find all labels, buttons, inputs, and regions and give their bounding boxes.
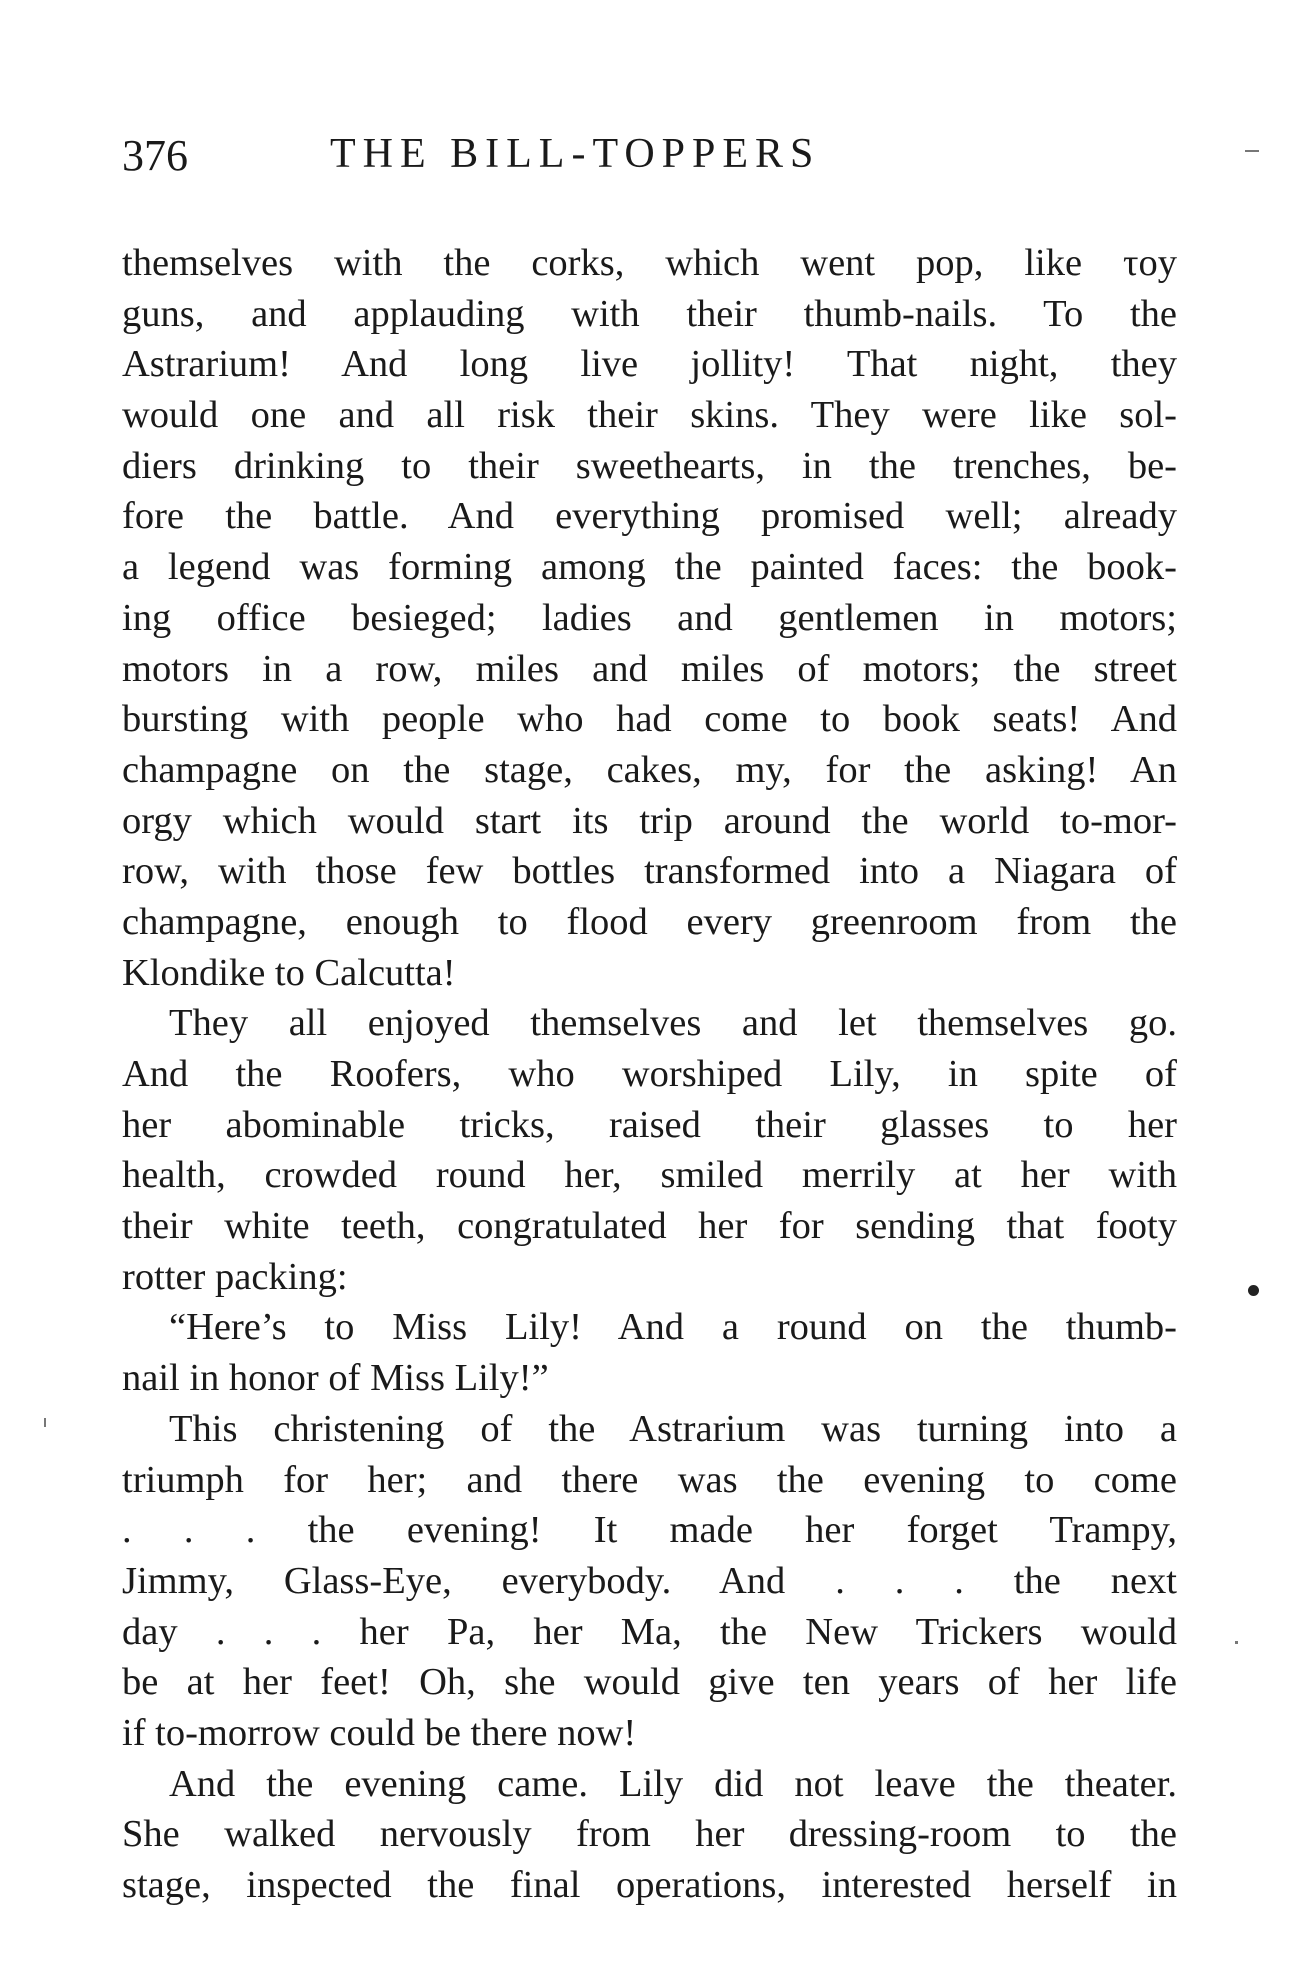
text-line: a legend was forming among the painted faces: the book- — [122, 546, 1177, 589]
text-line: champagne, enough to flood every greenroom from the — [122, 900, 1177, 943]
text-line: their white teeth, congratulated her for sending that footy — [122, 1205, 1177, 1248]
text-line: diers drinking to their sweethearts, in the trenches, be- — [122, 444, 1177, 487]
text-line: if to-morrow could be there now! — [122, 1711, 637, 1754]
margin-tick-mark — [1245, 150, 1259, 152]
paragraph — [122, 1302, 1177, 1403]
text-line: stage, inspected the final operations, interested herself in — [122, 1864, 1177, 1906]
margin-tick-mark — [44, 1418, 46, 1427]
text-line: would one and all risk their skins. They were like sol- — [122, 394, 1177, 437]
text-line: motors in a row, miles and miles of motors; the street — [122, 647, 1177, 690]
text-line: her abominable tricks, raised their glasses to her — [122, 1103, 1177, 1146]
text-line: Klondike to Calcutta! — [122, 951, 456, 994]
text-line: “Here’s to Miss Lily! And a round on the thumb- — [169, 1306, 1177, 1349]
text-line: triumph for her; and there was the evening to come — [122, 1458, 1177, 1501]
text-line: And the evening came. Lily did not leave the theater. — [169, 1762, 1177, 1805]
text-line: . . . the evening! It made her forget Trampy, — [122, 1509, 1177, 1552]
text-line: This christening of the Astrarium was turning into a — [169, 1407, 1177, 1450]
text-line: Astrarium! And long live jollity! That night, they — [122, 343, 1177, 386]
margin-tick-mark — [1235, 1641, 1238, 1644]
text-line: bursting with people who had come to book seats! And — [122, 698, 1177, 741]
text-line: row, with those few bottles transformed into a Niagara of — [122, 850, 1177, 893]
text-line: be at her feet! Oh, she would give ten years of her life — [122, 1661, 1177, 1704]
text-line: rotter packing: — [122, 1255, 348, 1298]
text-line: And the Roofers, who worshiped Lily, in spite of — [122, 1053, 1177, 1095]
text-line: health, crowded round her, smiled merrily at her with — [122, 1154, 1177, 1197]
text-line: themselves with the corks, which went pop, like τoy — [122, 242, 1177, 284]
paragraph — [122, 1404, 1177, 1759]
page-number: 376 — [122, 131, 188, 180]
body-text — [122, 238, 1177, 1911]
paragraph — [122, 238, 1177, 998]
text-line: She walked nervously from her dressing-room to the — [122, 1813, 1177, 1856]
text-line: nail in honor of Miss Lily!” — [122, 1357, 549, 1400]
paragraph — [122, 998, 1177, 1302]
text-line: day . . . her Pa, her Ma, the New Trickers would — [122, 1610, 1177, 1653]
text-line: They all enjoyed themselves and let themselves go. — [169, 1002, 1177, 1045]
text-line: ing office besieged; ladies and gentlemen in motors; — [122, 596, 1177, 639]
paragraph — [122, 1759, 1177, 1911]
text-line: orgy which would start its trip around the world to-mor- — [122, 799, 1177, 842]
text-line: fore the battle. And everything promised well; already — [122, 495, 1177, 538]
running-title: THE BILL-TOPPERS — [330, 131, 821, 177]
text-line: guns, and applauding with their thumb-nails. To the — [122, 292, 1177, 335]
text-line: Jimmy, Glass-Eye, everybody. And . . . the next — [122, 1559, 1177, 1602]
text-line: champagne on the stage, cakes, my, for the asking! An — [122, 748, 1177, 791]
ink-dot-mark — [1248, 1285, 1259, 1296]
